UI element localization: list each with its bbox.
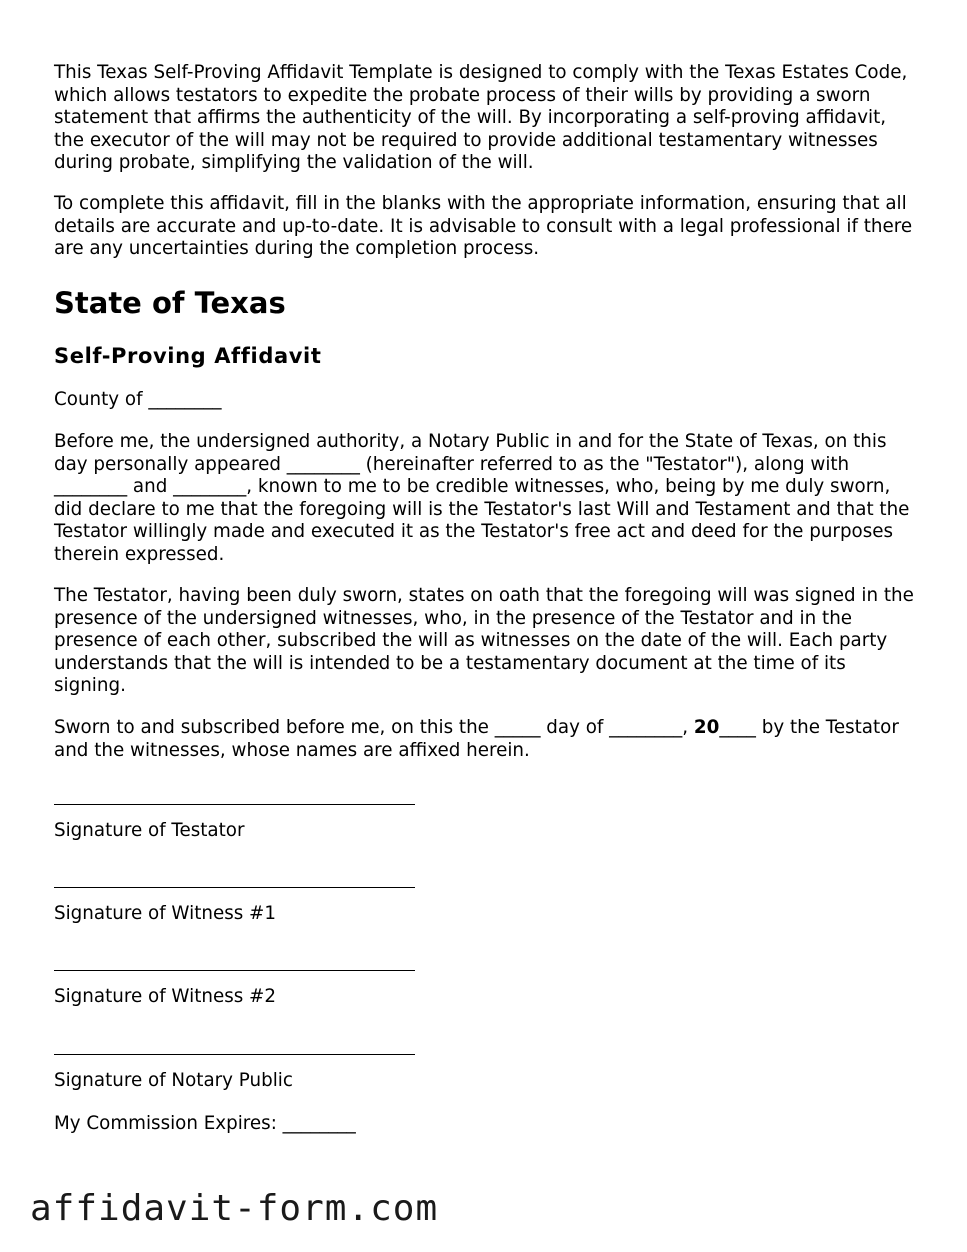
sworn-text-a: Sworn to and subscribed before me, on this the <box>54 717 495 738</box>
month-blank[interactable]: ________ <box>609 717 683 738</box>
witness2-name-blank[interactable]: ________ <box>173 476 247 498</box>
appearance-text-b: (hereinafter referred to as the "Testator"), along with <box>359 453 850 475</box>
sworn-text-d: by the Testator and the witnesses, whose names are affixed herein. <box>54 717 899 761</box>
intro-paragraph-2: To complete this affidavit, fill in the blanks with the appropriate information, ensuring that all details are accurate and up-to-date. It is advisable to consult with a legal professional if there are any uncertainties during the completion process. <box>54 192 913 260</box>
document-page <box>54 62 920 1134</box>
document-title: State of Texas <box>54 286 286 320</box>
witness1-name-blank[interactable]: ________ <box>54 476 128 498</box>
day-blank[interactable]: _____ <box>494 717 541 738</box>
site-watermark: affidavit-form.com <box>30 1188 439 1229</box>
witness1-signature-block <box>54 865 920 926</box>
document-subtitle: Self-Proving Affidavit <box>54 344 322 368</box>
county-line <box>54 389 920 412</box>
testator-signature-label: Signature of Testator <box>54 820 245 841</box>
witness2-signature-label: Signature of Witness #2 <box>54 986 276 1007</box>
sworn-text-b: day of <box>540 717 610 738</box>
sworn-paragraph <box>54 717 920 762</box>
county-label: County of <box>54 389 149 410</box>
commission-line <box>54 1113 920 1136</box>
appearance-paragraph <box>54 431 920 567</box>
intro-paragraph-1: This Texas Self-Proving Affidavit Template is designed to comply with the Texas Estates Code, which allows testators to expedite the probate process of their wills by providing a sworn statement that affirms the authenticity of the will. By incorporating a self-proving affidavit, the executor of the will may not be required to provide additional testamentary witnesses during probate, simplifying the validation of the will. <box>54 62 908 174</box>
notary-signature-label: Signature of Notary Public <box>54 1070 293 1091</box>
appearance-text-c: and <box>127 476 174 498</box>
county-blank[interactable]: ________ <box>148 389 222 410</box>
appearance-text-a: Before me, the undersigned authority, a Notary Public in and for the State of Texas, on this day personally appeared <box>54 431 887 475</box>
commission-blank[interactable]: ________ <box>282 1113 356 1134</box>
testator-signature-line[interactable] <box>54 782 415 805</box>
testator-name-blank[interactable]: ________ <box>286 453 360 475</box>
witness2-signature-line[interactable] <box>54 948 415 971</box>
sworn-text-c: , <box>682 717 694 738</box>
notary-signature-line[interactable] <box>54 1032 415 1055</box>
testator-signature-block <box>54 782 920 843</box>
witness1-signature-label: Signature of Witness #1 <box>54 903 276 924</box>
oath-paragraph: The Testator, having been duly sworn, states on oath that the foregoing will was signed in the presence of the undersigned witnesses, who, in the presence of the Testator and in the presence of each other, subscribed the will as witnesses on the date of the will. Each party understands that the will is intended to be a testamentary document at the time of its signing. <box>54 585 914 697</box>
year-blank[interactable]: ____ <box>719 717 756 738</box>
witness2-signature-block <box>54 948 920 1009</box>
year-prefix: 20 <box>693 717 720 738</box>
notary-signature-block <box>54 1032 920 1093</box>
witness1-signature-line[interactable] <box>54 865 415 888</box>
commission-label: My Commission Expires: <box>54 1113 283 1134</box>
appearance-text-d: , known to me to be credible witnesses, who, being by me duly sworn, did declare to me that the foregoing will is the Testator's last Will and Testament and that the Testator willingly made and executed it as the Testator's free act and deed for the purposes therein expressed. <box>54 476 910 565</box>
